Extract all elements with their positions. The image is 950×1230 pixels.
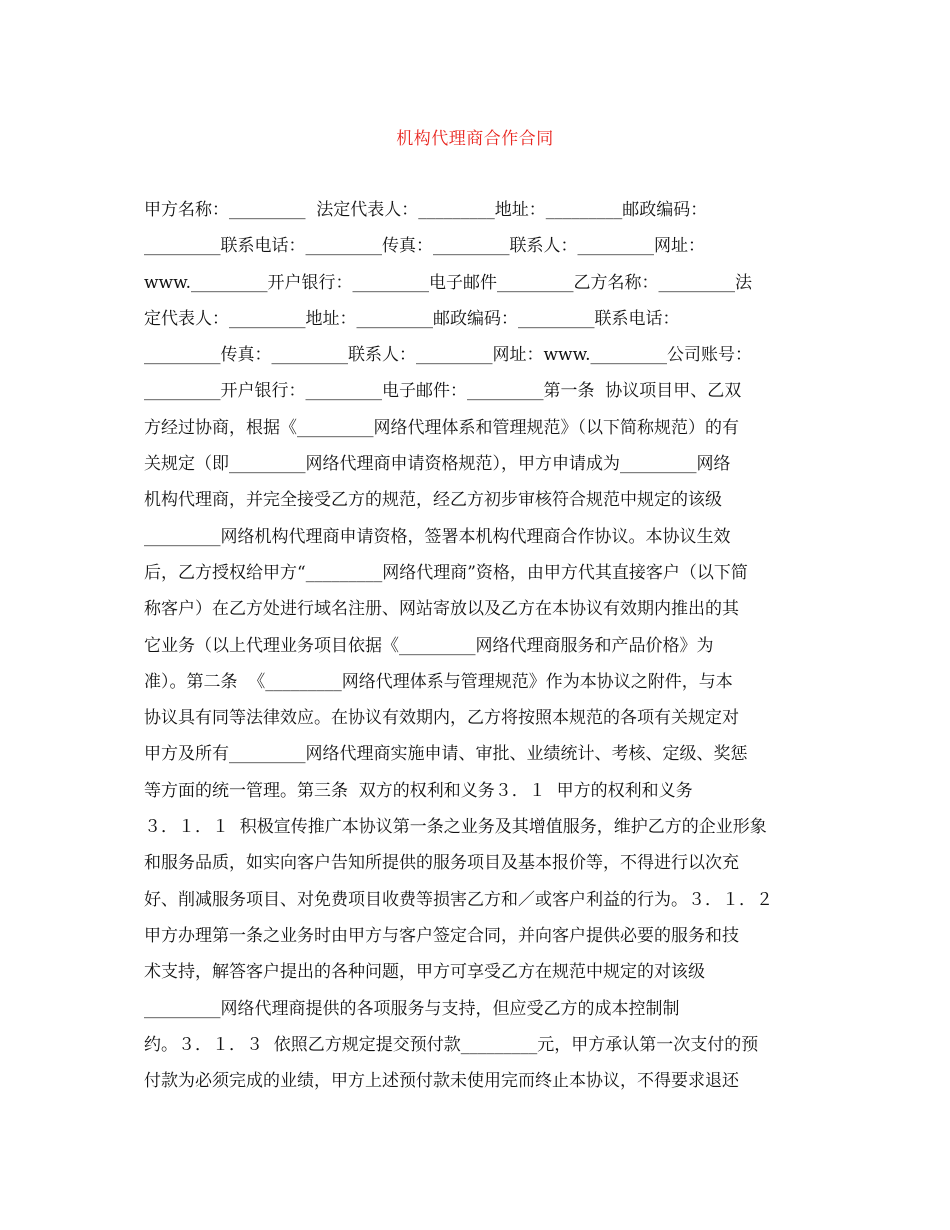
body-line: 等方面的统一管理。第三条 双方的权利和义务３．１ 甲方的权利和义务 <box>144 780 693 801</box>
body-line: 方经过协商，根据《_________网络代理体系和管理规范》（以下简称规范）的有 <box>144 417 739 438</box>
body-line: _________网络机构代理商申请资格，签署本机构代理商合作协议。本协议生效 <box>144 526 731 547</box>
body-line: 约。３．１．３ 依照乙方规定提交预付款_________元，甲方承认第一次支付的预 <box>144 1034 759 1055</box>
body-line: 准）。第二条 《_________网络代理体系与管理规范》作为本协议之附件，与本 <box>144 671 733 692</box>
body-line: 付款为必须完成的业绩，甲方上述预付款未使用完而终止本协议，不得要求退还 <box>144 1071 739 1092</box>
contract-body <box>144 192 804 1099</box>
body-line: 术支持，解答客户提出的各种问题，甲方可享受乙方在规范中规定的对该级 <box>144 962 705 983</box>
body-line: 甲方及所有_________网络代理商实施申请、审批、业绩统计、考核、定级、奖惩 <box>144 744 748 765</box>
body-line: 它业务（以上代理业务项目依据《_________网络代理商服务和产品价格》为 <box>144 635 714 656</box>
body-line: 称客户）在乙方处进行域名注册、网站寄放以及乙方在本协议有效期内推出的其 <box>144 599 739 620</box>
body-line: 协议具有同等法律效应。在协议有效期内，乙方将按照本规范的各项有关规定对 <box>144 708 739 729</box>
body-line: _________开户银行：_________电子邮件：_________第一条 协议项目甲、乙双 <box>144 381 742 402</box>
body-line: 定代表人：_________地址：_________邮政编码：_________联系电话： <box>144 308 680 329</box>
body-line: ３．１．１ 积极宣传推广本协议第一条之业务及其增值服务，维护乙方的企业形象 <box>144 817 767 838</box>
body-line: _________联系电话：_________传真：_________联系人：_________网址： <box>144 236 705 257</box>
document-title: 机构代理商合作合同 <box>396 129 554 149</box>
body-line: _________传真：_________联系人：_________网址：www._________公司账号： <box>144 345 753 366</box>
body-line: 好、削减服务项目、对免费项目收费等损害乙方和／或客户利益的行为。３．１．２ <box>144 889 773 910</box>
body-line: 甲方名称：_________ 法定代表人：_________地址：_________邮政编码： <box>144 200 708 220</box>
body-line: 和服务品质，如实向客户告知所提供的服务项目及基本报价等，不得进行以次充 <box>144 853 739 874</box>
body-line: 甲方办理第一条之业务时由甲方与客户签定合同，并向客户提供必要的服务和技 <box>144 925 739 946</box>
body-line: www._________开户银行：_________电子邮件_________乙方名称：_________法 <box>144 272 753 293</box>
body-line: 关规定（即_________网络代理商申请资格规范），甲方申请成为_________网络 <box>144 454 731 475</box>
body-line: _________网络代理商提供的各项服务与支持，但应受乙方的成本控制制 <box>144 998 680 1019</box>
body-line: 机构代理商，并完全接受乙方的规范，经乙方初步审核符合规范中规定的该级 <box>144 490 722 511</box>
body-line: 后，乙方授权给甲方“_________网络代理商”资格，由甲方代其直接客户（以下简 <box>144 562 748 583</box>
